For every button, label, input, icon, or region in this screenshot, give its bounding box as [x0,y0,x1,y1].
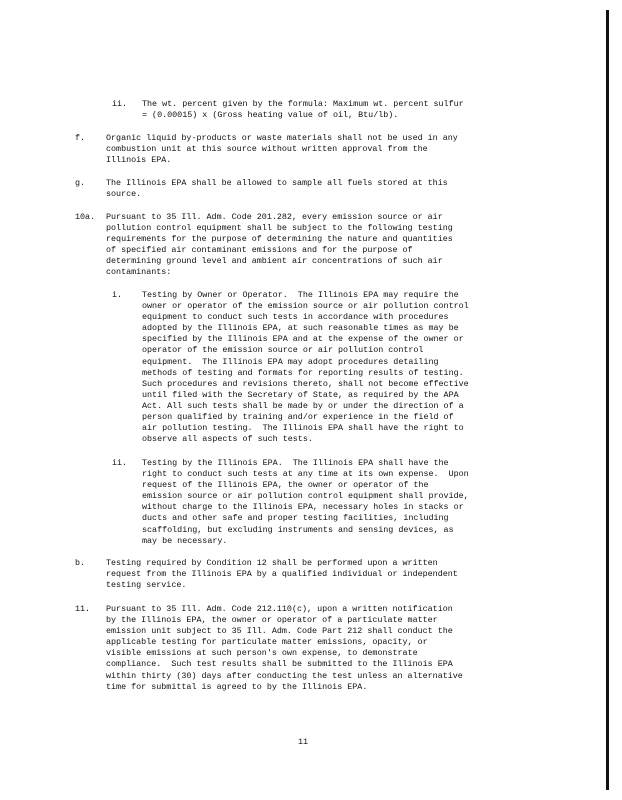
text-line: of specified air contaminant emissions and for the purpose of [106,245,413,256]
text-line: right to conduct such tests at any time at its own expense. Upon [142,469,469,480]
text-line: equipment to conduct such tests in accordance with procedures [142,312,449,323]
text-line: person qualified by training and/or experience in the field of [142,412,454,423]
text-line: air pollution testing. The Illinois EPA shall have the right to [142,423,464,434]
page-number: 11 [298,737,309,747]
text-line: contaminants: [106,267,172,278]
item-label: ii. [112,99,128,109]
item-i-testing-by-owner [142,290,469,445]
text-line: Testing by Owner or Operator. The Illinois EPA may require the [142,290,459,300]
text-line: compliance. Such test results shall be submitted to the Illinois EPA [106,659,453,670]
text-line: Testing required by Condition 12 shall be performed upon a written [106,558,438,568]
text-line: specified by the Illinois EPA and at the expense of the owner or [142,334,464,345]
text-line: observe all aspects of such tests. [142,434,313,445]
text-line: until filed with the Secretary of State, as required by the APA [142,389,459,400]
text-line: methods of testing and formats for reporting results of testing. [142,367,464,378]
text-line: owner or operator of the emission source or air pollution control [142,301,469,312]
item-label: ii. [112,458,128,468]
text-line: emission source or air pollution control equipment shall provide, [142,491,469,502]
item-label: b. [75,558,86,568]
text-line: The Illinois EPA shall be allowed to sample all fuels stored at this [106,178,448,188]
text-line: emission unit subject to 35 Ill. Adm. Code Part 212 shall conduct the [106,626,453,637]
text-line: ducts and other safe and proper testing facilities, including [142,513,449,524]
text-line: adopted by the Illinois EPA, at such reasonable times as may be [142,323,459,334]
text-line: The wt. percent given by the formula: Maximum wt. percent sulfur [142,99,464,109]
item-11-particulate-testing [106,604,463,693]
text-line: request of the Illinois EPA, the owner or operator of the [142,480,429,491]
item-ii-sulfur-formula [142,99,464,121]
text-line: without charge to the Illinois EPA, necessary holes in stacks or [142,502,464,513]
text-line: within thirty (30) days after conducting the test unless an alternative [106,670,463,681]
item-g-fuel-sampling [106,178,448,200]
text-line: Such procedures and revisions thereto, shall not become effective [142,378,469,389]
text-line: Organic liquid by-products or waste materials shall not be used in any [106,133,458,143]
text-line: Act. All such tests shall be made by or under the direction of a [142,400,464,411]
text-line: pollution control equipment shall be subject to the following testing [106,223,453,234]
item-label: 10a. [75,212,96,222]
text-line: determining ground level and ambient air concentrations of such air [106,256,443,267]
text-line: by the Illinois EPA, the owner or operator of a particulate matter [106,615,438,626]
item-label: 11. [75,604,91,614]
item-label: f. [75,133,86,143]
text-line: request from the Illinois EPA by a qualified individual or independent [106,569,458,580]
item-label: i. [112,290,123,300]
text-line: operator of the emission source or air pollution control [142,345,424,356]
text-line: source. [106,189,142,200]
text-line: may be necessary. [142,535,228,546]
item-10a-testing-requirements [106,212,453,279]
text-line: visible emissions at such person's own expense, to demonstrate [106,648,418,659]
text-line: Pursuant to 35 Ill. Adm. Code 212.110(c), upon a written notification [106,604,453,614]
text-line: testing service. [106,580,187,591]
text-line: Testing by the Illinois EPA. The Illinois EPA shall have the [142,458,449,468]
page-edge-line [606,10,609,790]
text-line: scaffolding, but excluding instruments and sensing devices, as [142,524,454,535]
item-label: g. [75,178,86,188]
item-b-condition-12-testing [106,558,458,591]
text-line: combustion unit at this source without written approval from the [106,144,428,155]
text-line: equipment. The Illinois EPA may adopt procedures detailing [142,356,439,367]
text-line: Illinois EPA. [106,155,172,166]
item-f-organic-liquid [106,133,458,166]
text-line: = (0.00015) x (Gross heating value of oil, Btu/lb). [142,110,399,121]
text-line: Pursuant to 35 Ill. Adm. Code 201.282, every emission source or air [106,212,443,222]
text-line: requirements for the purpose of determining the nature and quantities [106,234,453,245]
item-ii-testing-by-epa [142,458,469,547]
text-line: time for submittal is agreed to by the Illinois EPA. [106,681,368,692]
text-line: applicable testing for particulate matter emissions, opacity, or [106,637,428,648]
